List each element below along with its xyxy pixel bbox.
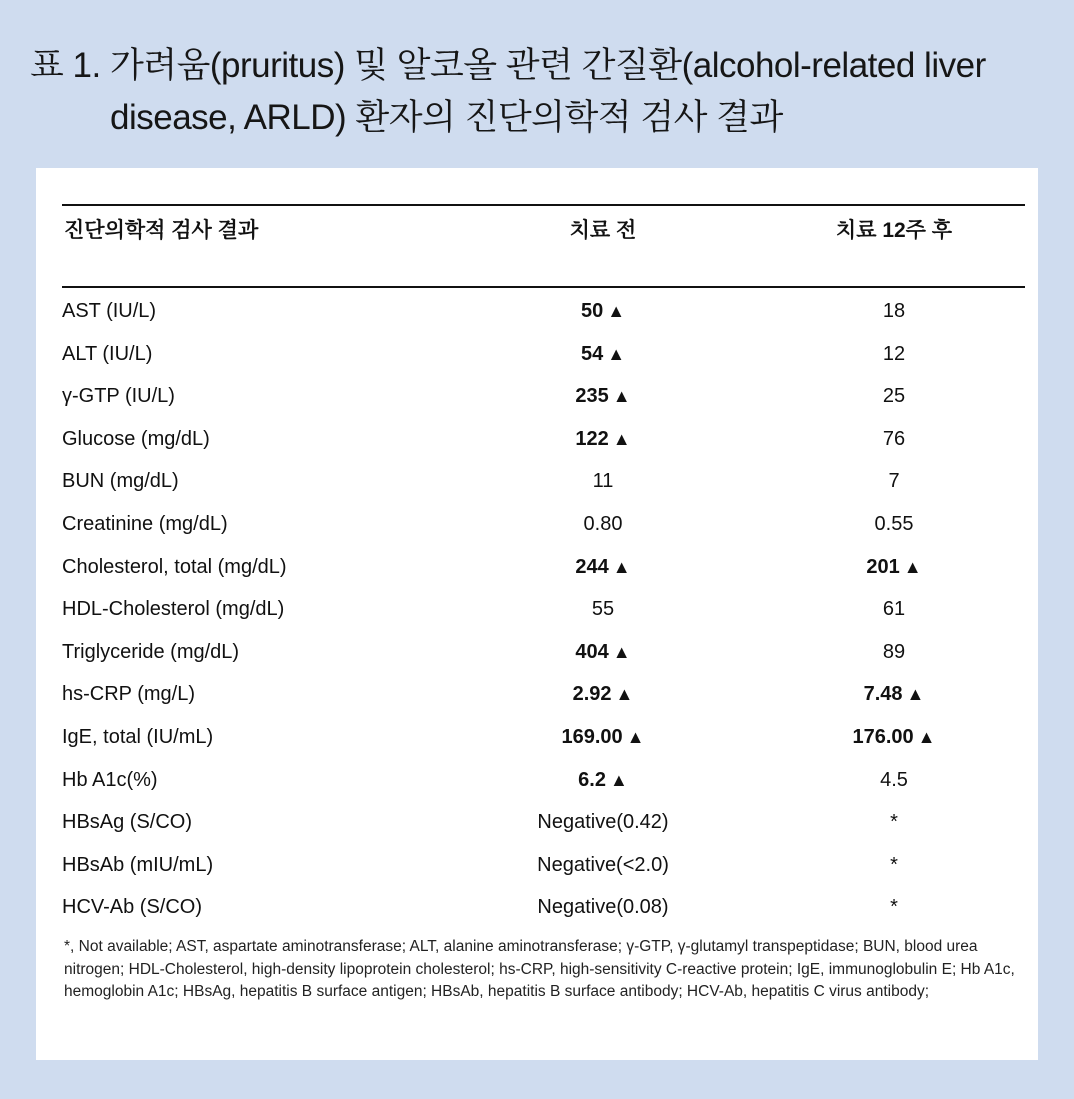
value-text: 7.48 [863, 683, 903, 706]
up-triangle-icon: ▲ [612, 556, 631, 577]
table-row [62, 673, 1025, 716]
value-text: * [890, 896, 898, 919]
after-value-cell [764, 554, 1024, 580]
before-value-cell [478, 468, 728, 494]
value-text: * [890, 853, 898, 876]
table-row [62, 844, 1025, 887]
table-row [62, 290, 1025, 333]
before-value-cell [478, 511, 728, 537]
test-name-cell: Triglyceride (mg/dL) [62, 640, 240, 663]
table-row [62, 375, 1025, 418]
table-row [62, 333, 1025, 376]
before-value-cell [478, 554, 728, 580]
value-text: Negative(<2.0) [537, 853, 669, 876]
title-line-2: disease, ARLD) 환자의 진단의학적 검사 결과 [110, 98, 783, 137]
lab-results-table [62, 204, 1025, 929]
header-test: 진단의학적 검사 결과 [64, 219, 259, 242]
value-text: 235 [575, 385, 609, 408]
footnote: *, Not available; AST, aspartate aminotransferase; ALT, alanine aminotransferase; γ-GTP, γ-glutamyl transpeptidase; BUN, blood urea nitrogen; HDL-Cholesterol, high-density lipoprotein cholesterol; hs-CRP, high-sensitivity C-reactive protein; IgE, immunoglobulin E; Hb A1c, hemoglobin A1c; HBsAg, hepatitis B surface antigen; HBsAb, hepatitis B surface antibody; HCV-Ab, hepatitis C virus antibody; [64, 938, 1015, 1000]
value-text: 2.92 [572, 683, 612, 706]
before-value-cell [478, 724, 728, 750]
up-triangle-icon: ▲ [607, 343, 626, 364]
table-card [36, 168, 1038, 1060]
up-triangle-icon: ▲ [609, 769, 628, 790]
value-text: 61 [882, 598, 906, 621]
value-text: 0.80 [583, 512, 623, 535]
before-value-cell [478, 809, 728, 835]
table-row [62, 460, 1025, 503]
up-triangle-icon: ▲ [917, 726, 936, 747]
after-value-cell [764, 341, 1024, 367]
before-value-cell [478, 681, 728, 707]
test-name-cell: ALT (IU/L) [62, 342, 153, 365]
after-value-cell [764, 894, 1024, 920]
before-value-cell [478, 894, 728, 920]
before-value-cell [478, 383, 728, 409]
page-title [30, 40, 1060, 144]
before-value-cell [478, 852, 728, 878]
value-text: Negative(0.08) [537, 896, 669, 919]
after-value-cell [764, 724, 1024, 750]
table-row [62, 801, 1025, 844]
table-row [62, 759, 1025, 802]
before-value-cell [478, 341, 728, 367]
up-triangle-icon: ▲ [612, 641, 631, 662]
value-text: 11 [592, 470, 614, 493]
before-value-cell [478, 596, 728, 622]
test-name-cell: HCV-Ab (S/CO) [62, 896, 203, 919]
test-name-cell: AST (IU/L) [62, 300, 157, 322]
value-text: 169.00 [561, 725, 623, 748]
header-before: 치료 전 [569, 219, 637, 242]
value-text: 6.2 [578, 768, 606, 791]
table-row [62, 503, 1025, 546]
value-text: 201 [866, 555, 900, 578]
table-row [62, 886, 1025, 929]
table-body [62, 288, 1025, 929]
test-name-cell: HDL-Cholesterol (mg/dL) [62, 598, 285, 621]
after-value-cell [764, 468, 1024, 494]
test-name-cell: Cholesterol, total (mg/dL) [62, 555, 287, 578]
before-value-cell [478, 639, 728, 665]
value-text: 404 [575, 640, 609, 663]
value-text: 122 [575, 427, 609, 450]
after-value-cell [764, 852, 1024, 878]
table-row [62, 716, 1025, 759]
up-triangle-icon: ▲ [906, 684, 925, 705]
value-text: 54 [580, 342, 604, 365]
table-header-row [62, 204, 1025, 288]
test-name-cell: γ-GTP (IU/L) [62, 385, 175, 408]
after-value-cell [764, 809, 1024, 835]
after-value-cell [764, 596, 1024, 622]
value-text: 55 [591, 598, 615, 621]
test-name-cell: Hb A1c(%) [62, 768, 158, 791]
header-after: 치료 12주 후 [835, 219, 953, 242]
up-triangle-icon: ▲ [903, 556, 922, 577]
test-name-cell: hs-CRP (mg/L) [62, 683, 195, 706]
test-name-cell: HBsAg (S/CO) [62, 811, 193, 834]
value-text: 25 [882, 385, 906, 408]
up-triangle-icon: ▲ [626, 726, 645, 747]
after-value-cell [764, 298, 1024, 324]
test-name-cell: BUN (mg/dL) [62, 470, 179, 493]
value-text: 176.00 [852, 725, 914, 748]
up-triangle-icon: ▲ [607, 301, 626, 321]
up-triangle-icon: ▲ [612, 428, 631, 449]
value-text: 50 [580, 300, 604, 322]
value-text: 76 [882, 427, 906, 450]
value-text: 0.55 [874, 512, 914, 535]
value-text: 12 [882, 342, 906, 365]
table-row [62, 418, 1025, 461]
after-value-cell [764, 639, 1024, 665]
test-name-cell: HBsAb (mIU/mL) [62, 853, 214, 876]
test-name-cell: IgE, total (IU/mL) [62, 725, 214, 748]
value-text: * [890, 811, 898, 834]
value-text: 89 [882, 640, 906, 663]
value-text: 244 [575, 555, 609, 578]
before-value-cell [478, 298, 728, 324]
test-name-cell: Creatinine (mg/dL) [62, 512, 228, 535]
title-line-1: 표 1. 가려움(pruritus) 및 알코올 관련 간질환(alcohol-related liver [30, 46, 986, 85]
up-triangle-icon: ▲ [615, 684, 634, 705]
before-value-cell [478, 426, 728, 452]
before-value-cell [478, 767, 728, 793]
value-text: 7 [888, 470, 900, 493]
value-text: 18 [882, 300, 906, 322]
table-row [62, 546, 1025, 589]
after-value-cell [764, 511, 1024, 537]
test-name-cell: Glucose (mg/dL) [62, 427, 210, 450]
value-text: 4.5 [880, 768, 908, 791]
after-value-cell [764, 426, 1024, 452]
table-row [62, 631, 1025, 674]
after-value-cell [764, 681, 1024, 707]
after-value-cell [764, 383, 1024, 409]
up-triangle-icon: ▲ [612, 386, 631, 407]
table-row [62, 588, 1025, 631]
after-value-cell [764, 767, 1024, 793]
value-text: Negative(0.42) [537, 811, 669, 834]
